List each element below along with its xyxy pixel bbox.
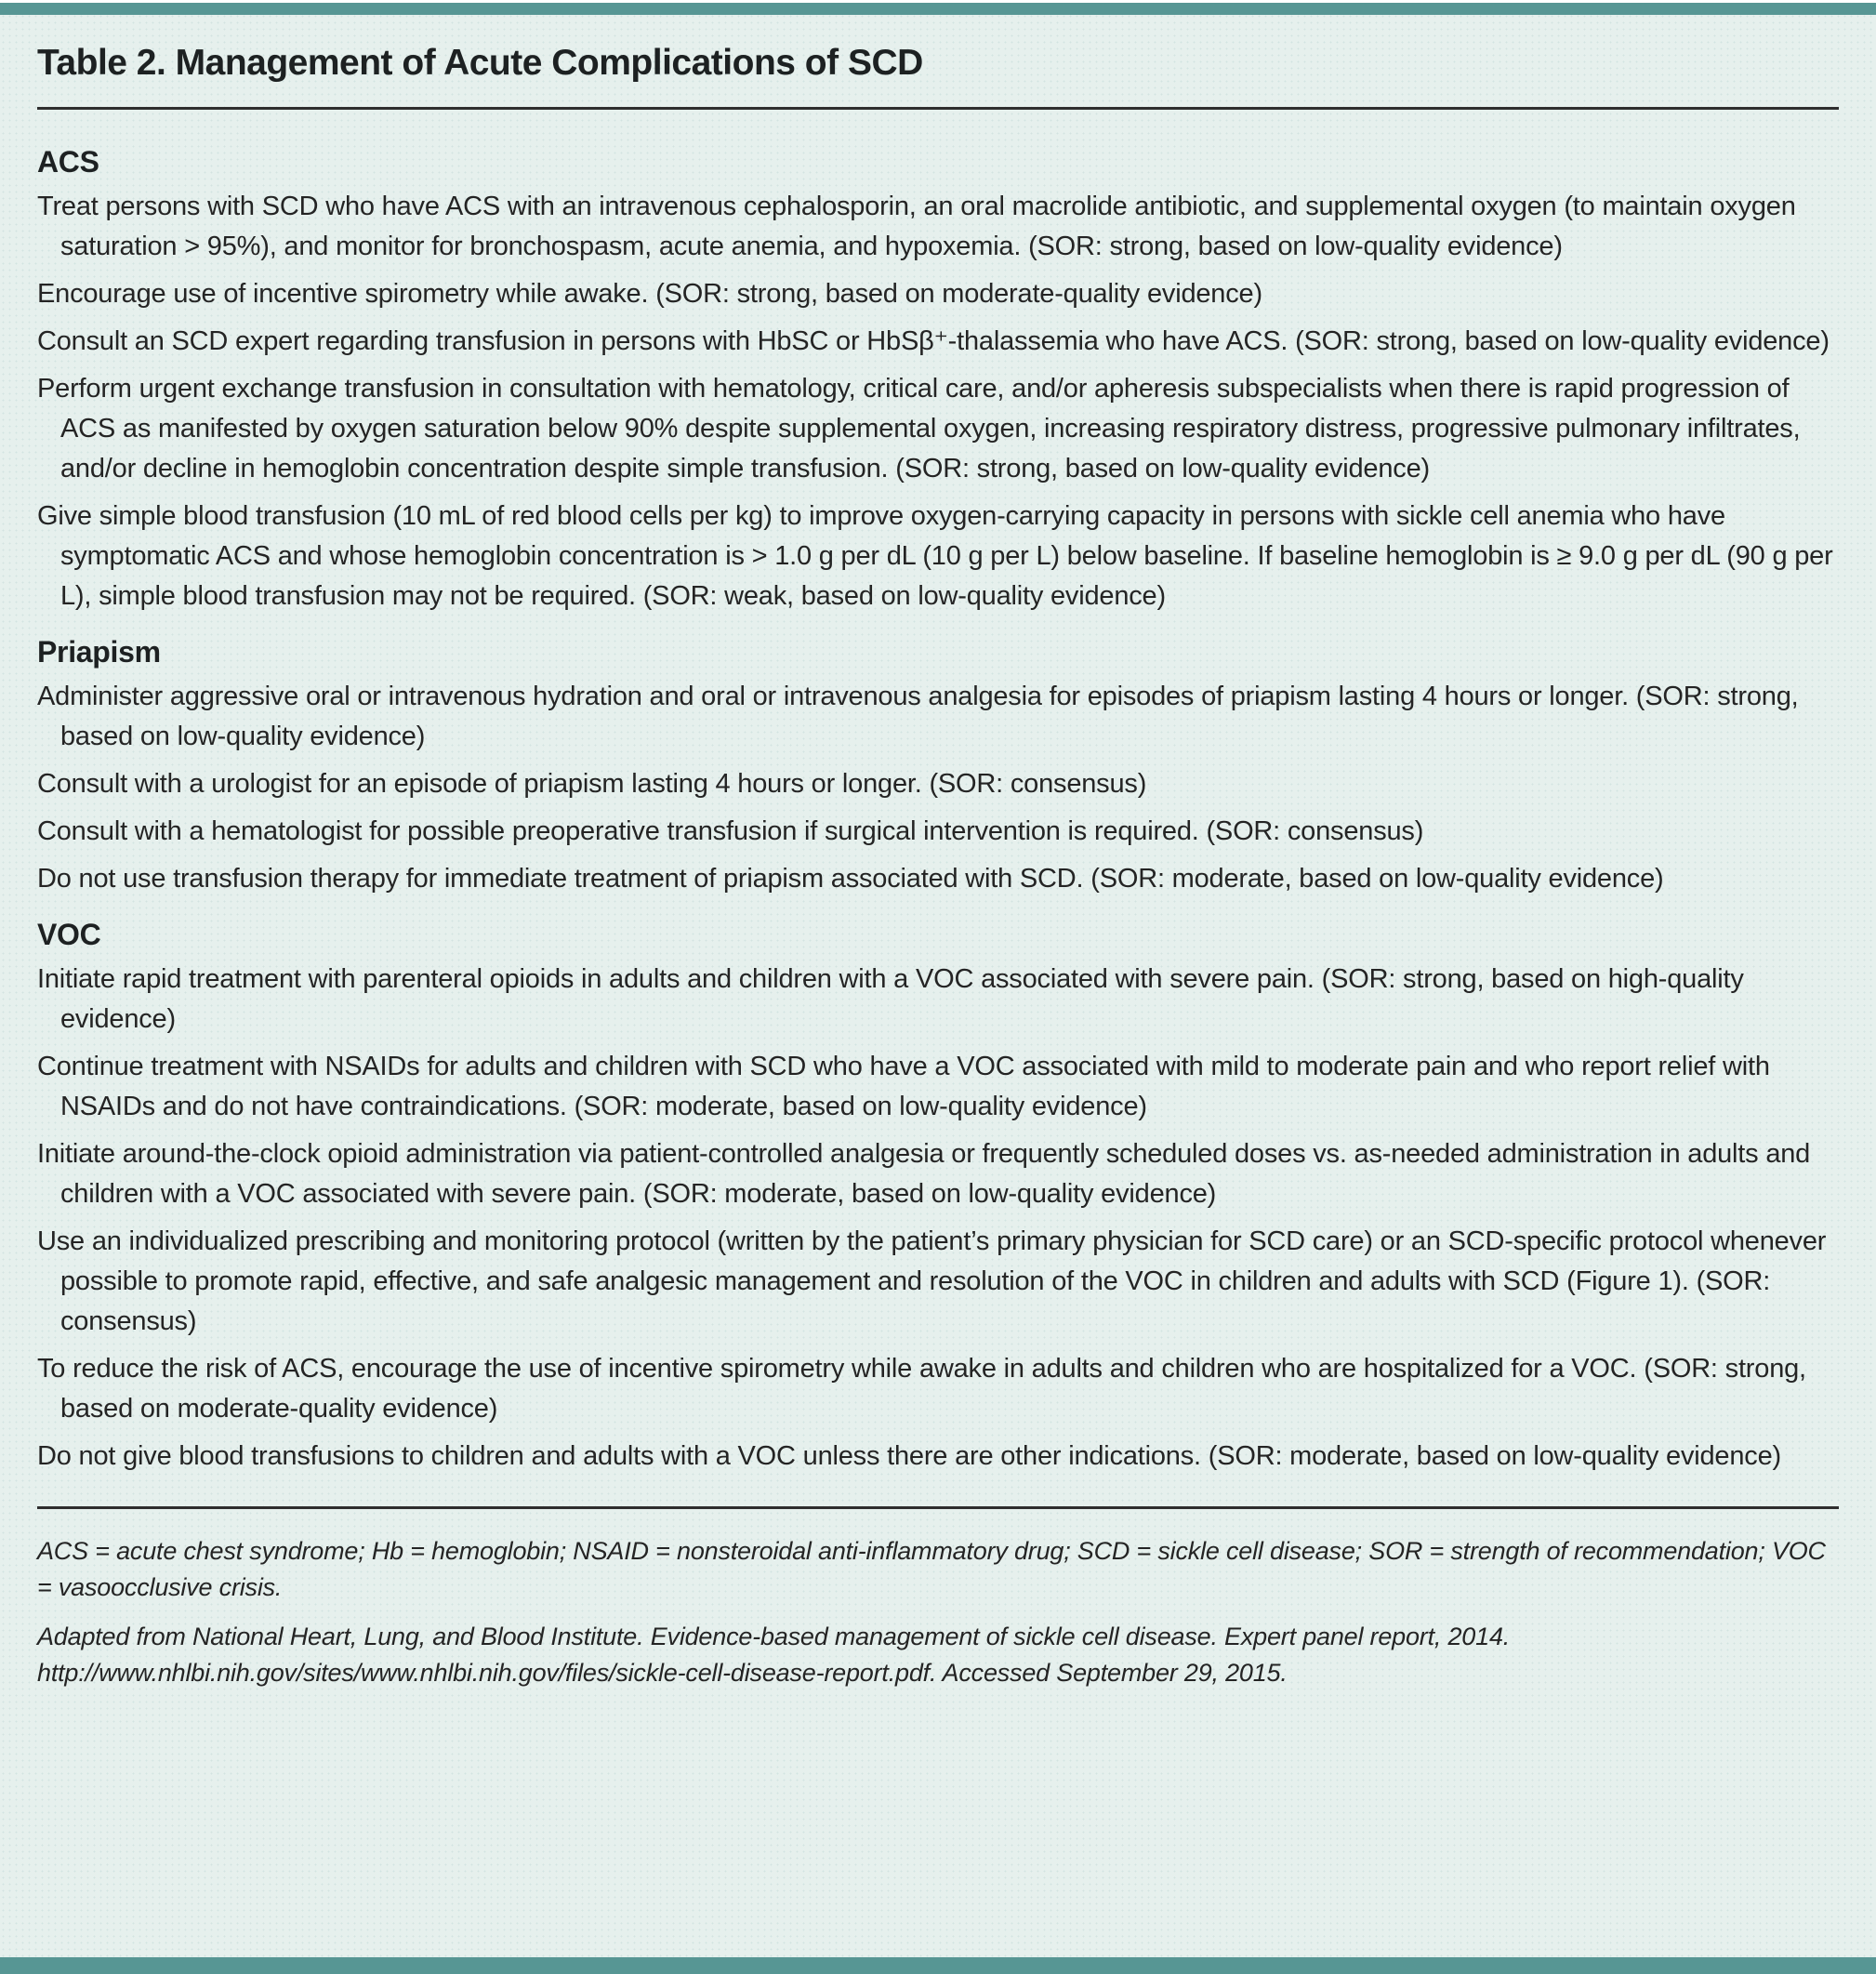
recommendation-item: Do not give blood transfusions to children and adults with a VOC unless there are other indications. (SOR: moderate, based on low-quality evidence) — [37, 1441, 1781, 1471]
recommendation-item: Initiate rapid treatment with parenteral opioids in adults and children with a VOC associated with severe pain. (SOR: strong, based on high-quality evidence) — [37, 964, 1744, 1034]
section-heading-acs: ACS — [37, 145, 99, 179]
recommendation-item: Treat persons with SCD who have ACS with an intravenous cephalosporin, an oral macrolide antibiotic, and supplemental oxygen (to maintain oxygen saturation > 95%), and monitor for bronchospasm, acute anemia, and hypoxemia. (SOR: strong, based on low-quality evidence) — [37, 192, 1796, 261]
recommendation-item: Continue treatment with NSAIDs for adults and children with SCD who have a VOC associated with mild to moderate pain and who report relief with NSAIDs and do not have contraindications. (SOR: moderate, based on low-quality evidence) — [37, 1052, 1770, 1121]
recommendation-item: Initiate around-the-clock opioid administration via patient-controlled analgesia or frequently scheduled doses vs. as-needed administration in adults and children with a VOC associated with severe pain. (SOR: moderate, based on low-quality evidence) — [37, 1139, 1811, 1209]
table-title: Table 2. Management of Acute Complications of SCD — [37, 43, 923, 83]
recommendation-item: Administer aggressive oral or intravenous hydration and oral or intravenous analgesia for episodes of priapism lasting 4 hours or longer. (SOR: strong, based on low-quality evidence) — [37, 682, 1799, 751]
recommendation-item: Consult with a hematologist for possible preoperative transfusion if surgical intervention is required. (SOR: consensus) — [37, 816, 1424, 846]
recommendation-item: Consult an SCD expert regarding transfusion in persons with HbSC or HbSβ⁺-thalassemia who have ACS. (SOR: strong, based on low-quality evidence) — [37, 326, 1830, 356]
source-citation-footnote: Adapted from National Heart, Lung, and Blood Institute. Evidence-based management of sickle cell disease. Expert panel report, 2014. http://www.nhlbi.nih.gov/sites/www.nhlbi.nih.gov/files/sickle-cell-disease-report.pdf. Accessed September 29, 2015. — [37, 1623, 1511, 1687]
section-heading-priapism: Priapism — [37, 635, 161, 669]
section-acs — [37, 145, 1839, 616]
section-heading-voc: VOC — [37, 918, 101, 951]
recommendation-item: Encourage use of incentive spirometry while awake. (SOR: strong, based on moderate-quality evidence) — [37, 279, 1262, 309]
recommendation-item: Give simple blood transfusion (10 mL of red blood cells per kg) to improve oxygen-carrying capacity in persons with sickle cell anemia who have symptomatic ACS and whose hemoglobin concentration is > 1.0 g per dL (10 g per L) below baseline. If baseline hemoglobin is ≥ 9.0 g per dL (90 g per L), simple blood transfusion may not be required. (SOR: weak, based on low-quality evidence) — [37, 501, 1833, 611]
section-priapism — [37, 635, 1839, 899]
recommendation-item: Consult with a urologist for an episode of priapism lasting 4 hours or longer. (SOR: consensus) — [37, 769, 1147, 799]
bottom-accent-bar — [0, 1957, 1876, 1974]
abbreviations-footnote: ACS = acute chest syndrome; Hb = hemoglobin; NSAID = nonsteroidal anti-inflammatory drug; SCD = sickle cell disease; SOR = strength of recommendation; VOC = vasoocclusive crisis. — [37, 1537, 1826, 1601]
recommendation-item: Do not use transfusion therapy for immediate treatment of priapism associated with SCD. (SOR: moderate, based on low-quality evidence) — [37, 864, 1664, 894]
section-voc — [37, 918, 1839, 1477]
recommendation-item: Use an individualized prescribing and monitoring protocol (written by the patient’s primary physician for SCD care) or an SCD-specific protocol whenever possible to promote rapid, effective, and safe analgesic management and resolution of the VOC in children and adults with SCD (Figure 1). (SOR: consensus) — [37, 1226, 1827, 1336]
recommendation-item: To reduce the risk of ACS, encourage the use of incentive spirometry while awake in adults and children who are hospitalized for a VOC. (SOR: strong, based on moderate-quality evidence) — [37, 1354, 1806, 1424]
table-content — [0, 43, 1876, 1691]
recommendation-item: Perform urgent exchange transfusion in consultation with hematology, critical care, and/or apheresis subspecialists when there is rapid progression of ACS as manifested by oxygen saturation below 90% despite supplemental oxygen, increasing respiratory distress, progressive pulmonary infiltrates, and/or decline in hemoglobin concentration despite simple transfusion. (SOR: strong, based on low-quality evidence) — [37, 374, 1801, 484]
title-divider-rule — [37, 107, 1839, 110]
footnote-divider-rule — [37, 1506, 1839, 1509]
top-accent-bar — [0, 3, 1876, 15]
